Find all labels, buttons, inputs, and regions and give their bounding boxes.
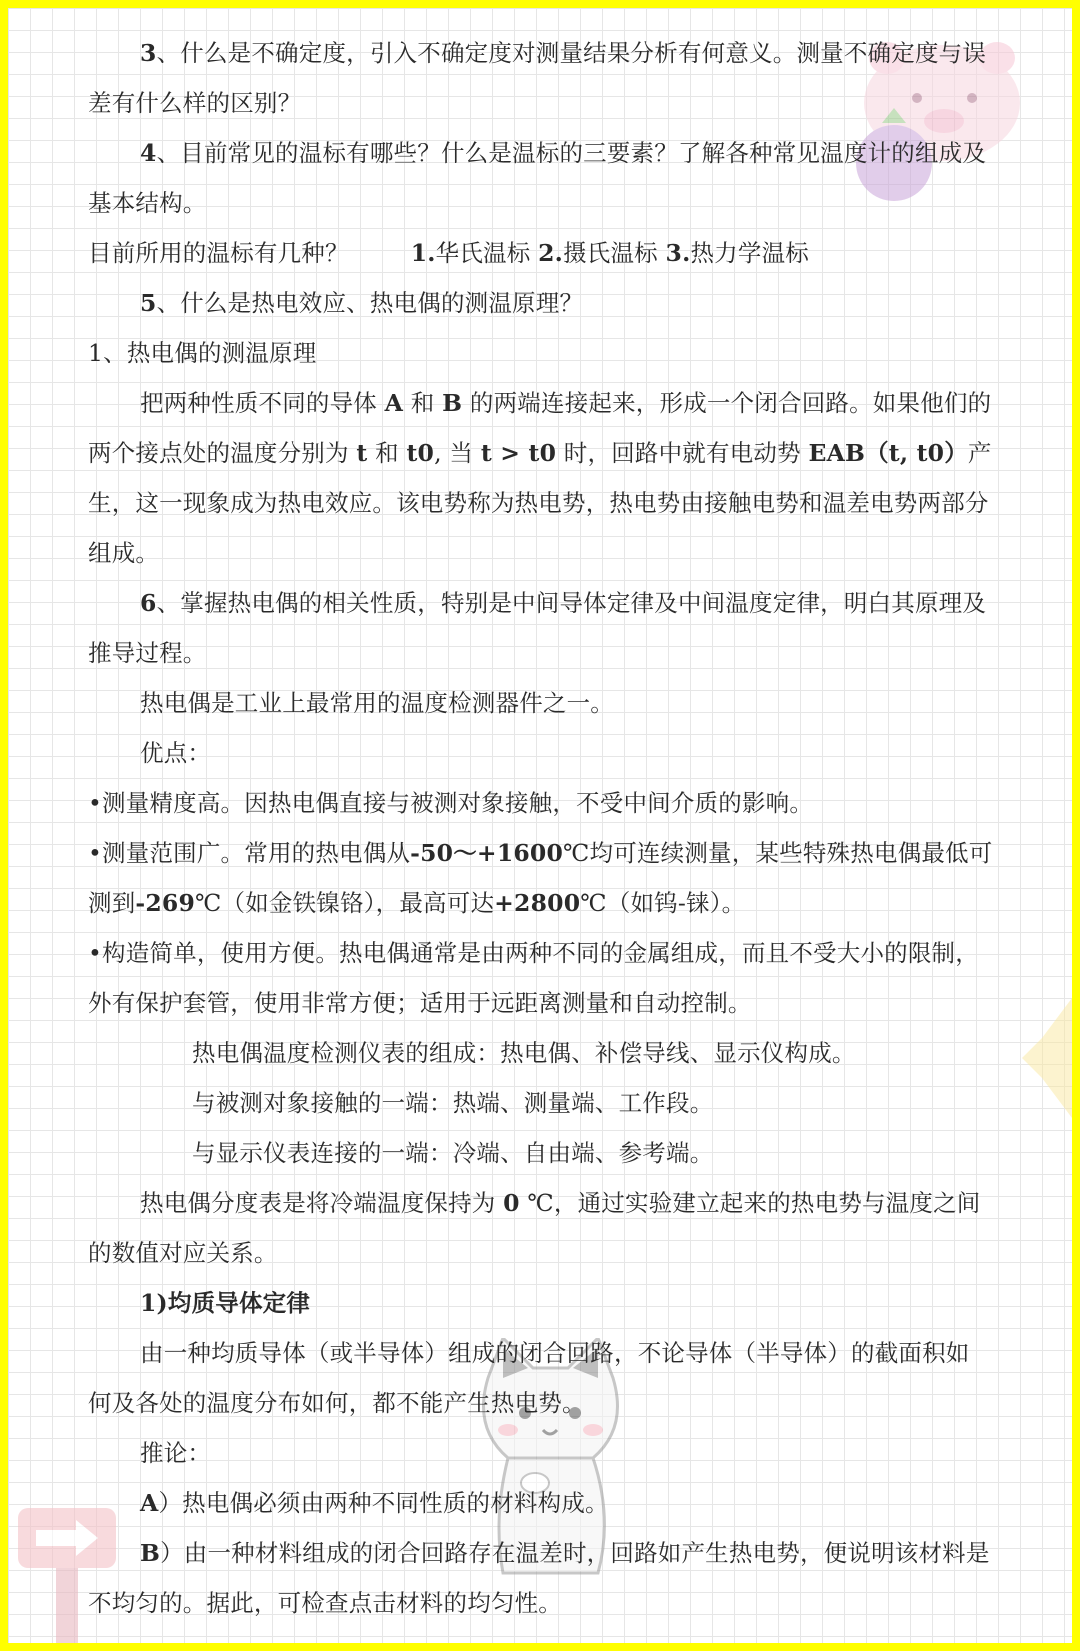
principle-text-2: 和 <box>403 389 443 417</box>
scale-2-number: 2. <box>538 239 564 267</box>
question-6 <box>88 578 993 678</box>
temp-t0: t0 <box>406 439 435 467</box>
question-6-number: 6 <box>140 589 157 617</box>
section-1-title: 1、热电偶的测温原理 <box>88 339 317 367</box>
temp-t: t <box>356 439 368 467</box>
thermocouple-intro: 热电偶是工业上最常用的温度检测器件之一。 <box>140 689 614 717</box>
corollary-b <box>88 1528 993 1628</box>
table-def-text-2: ℃，通过实验建立起来的热电势与温度之间的数值对应关系。 <box>88 1189 981 1267</box>
advantage-2 <box>88 828 993 928</box>
scales-question: 目前所用的温标有几种？ <box>88 239 349 267</box>
adv2-text-2: ℃均可连续测量，某些特殊热电偶最低可测到 <box>88 839 993 917</box>
table-def-text-1: 热电偶分度表是将冷端温度保持为 <box>140 1189 504 1217</box>
question-5-number: 5 <box>140 289 157 317</box>
principle-text-5: , 当 <box>434 439 481 467</box>
range-max: +2800 <box>494 889 581 917</box>
conductor-a: A <box>384 389 404 417</box>
composition-line: 热电偶温度检测仪表的组成：热电偶、补偿导线、显示仪构成。 <box>192 1039 856 1067</box>
corollary-a <box>88 1478 993 1528</box>
corollary-b-text: ）由一种材料组成的闭合回路存在温差时，回路如产生热电势，便说明该材料是不均匀的。据此，可检查点击材料的均匀性。 <box>88 1539 990 1617</box>
corollary-a-label: A <box>140 1489 159 1517</box>
advantage-3: •构造简单，使用方便。热电偶通常是由两种不同的金属组成，而且不受大小的限制，外有保护套管，使用非常方便；适用于远距离测量和自动控制。 <box>88 939 979 1017</box>
corollary-a-text: ）热电偶必须由两种不同性质的材料构成。 <box>158 1489 609 1517</box>
scale-2-label: 摄氏温标 <box>563 239 658 267</box>
star-sticker-icon <box>1022 998 1072 1118</box>
range-common: -50～+1600 <box>410 839 564 867</box>
question-5 <box>88 278 993 328</box>
document-page <box>8 8 1072 1643</box>
adv2-text-4: ℃（如钨-铼）。 <box>580 889 746 917</box>
principle-text-1: 把两种性质不同的导体 <box>140 389 385 417</box>
scale-1-number: 1. <box>410 239 436 267</box>
principle-text-4: 和 <box>367 439 407 467</box>
adv2-text-1: •测量范围广。常用的热电偶从 <box>88 839 411 867</box>
scale-1-label: 华氏温标 <box>435 239 531 267</box>
hot-end-line: 与被测对象接触的一端：热端、测量端、工作段。 <box>192 1089 714 1117</box>
corollary-label: 推论： <box>140 1439 212 1467</box>
question-4-text: 、目前常见的温标有哪些？什么是温标的三要素？了解各种常见温度计的组成及基本结构。 <box>88 139 987 217</box>
principle-text-6: 时，回路中就有电动势 <box>556 439 809 467</box>
question-4 <box>88 128 993 228</box>
law-1-title <box>88 1278 993 1328</box>
temp-condition: t > t0 <box>480 439 557 467</box>
question-4-number: 4 <box>140 139 157 167</box>
principle-text-7: 产生，这一现象成为热电效应。该电势称为热电势，热电势由接触电势和温差电势两部分组成。 <box>88 439 992 567</box>
question-3-number: 3 <box>140 39 157 67</box>
question-3-text: 、什么是不确定度，引入不确定度对测量结果分析有何意义。测量不确定度与误差有什么样的区别？ <box>88 39 987 117</box>
law-1-title-text: 1)均质导体定律 <box>140 1289 311 1317</box>
range-min: -269 <box>135 889 196 917</box>
law-1-text: 由一种均质导体（或半导体）组成的闭合回路，不论导体（半导体）的截面积如何及各处的温度分布如何，都不能产生热电势。 <box>88 1339 970 1417</box>
principle-text-3: 的两端连接起来，形成一个闭合回路。如果他们的两个接点处的温度分别为 <box>88 389 992 467</box>
document-body <box>88 28 993 1628</box>
emf-eab: EAB（t, t0） <box>808 439 968 467</box>
corollary-b-label: B <box>140 1539 161 1567</box>
conductor-b: B <box>442 389 463 417</box>
thermocouple-principle <box>88 378 993 578</box>
cold-end-zero: 0 <box>503 1189 520 1217</box>
scale-3-label: 热力学温标 <box>690 239 809 267</box>
graduation-table-definition <box>88 1178 993 1278</box>
advantages-label: 优点： <box>140 739 212 767</box>
scale-3-number: 3. <box>665 239 691 267</box>
advantage-1: •测量精度高。因热电偶直接与被测对象接触，不受中间介质的影响。 <box>88 789 814 817</box>
question-5-text: 、什么是热电效应、热电偶的测温原理？ <box>156 289 584 317</box>
cold-end-line: 与显示仪表连接的一端：冷端、自由端、参考端。 <box>192 1139 714 1167</box>
temperature-scales-line <box>88 228 993 278</box>
adv2-text-3: ℃（如金铁镍铬），最高可达 <box>195 889 495 917</box>
question-3 <box>88 28 993 128</box>
question-6-text: 、掌握热电偶的相关性质，特别是中间导体定律及中间温度定律，明白其原理及推导过程。 <box>88 589 987 667</box>
